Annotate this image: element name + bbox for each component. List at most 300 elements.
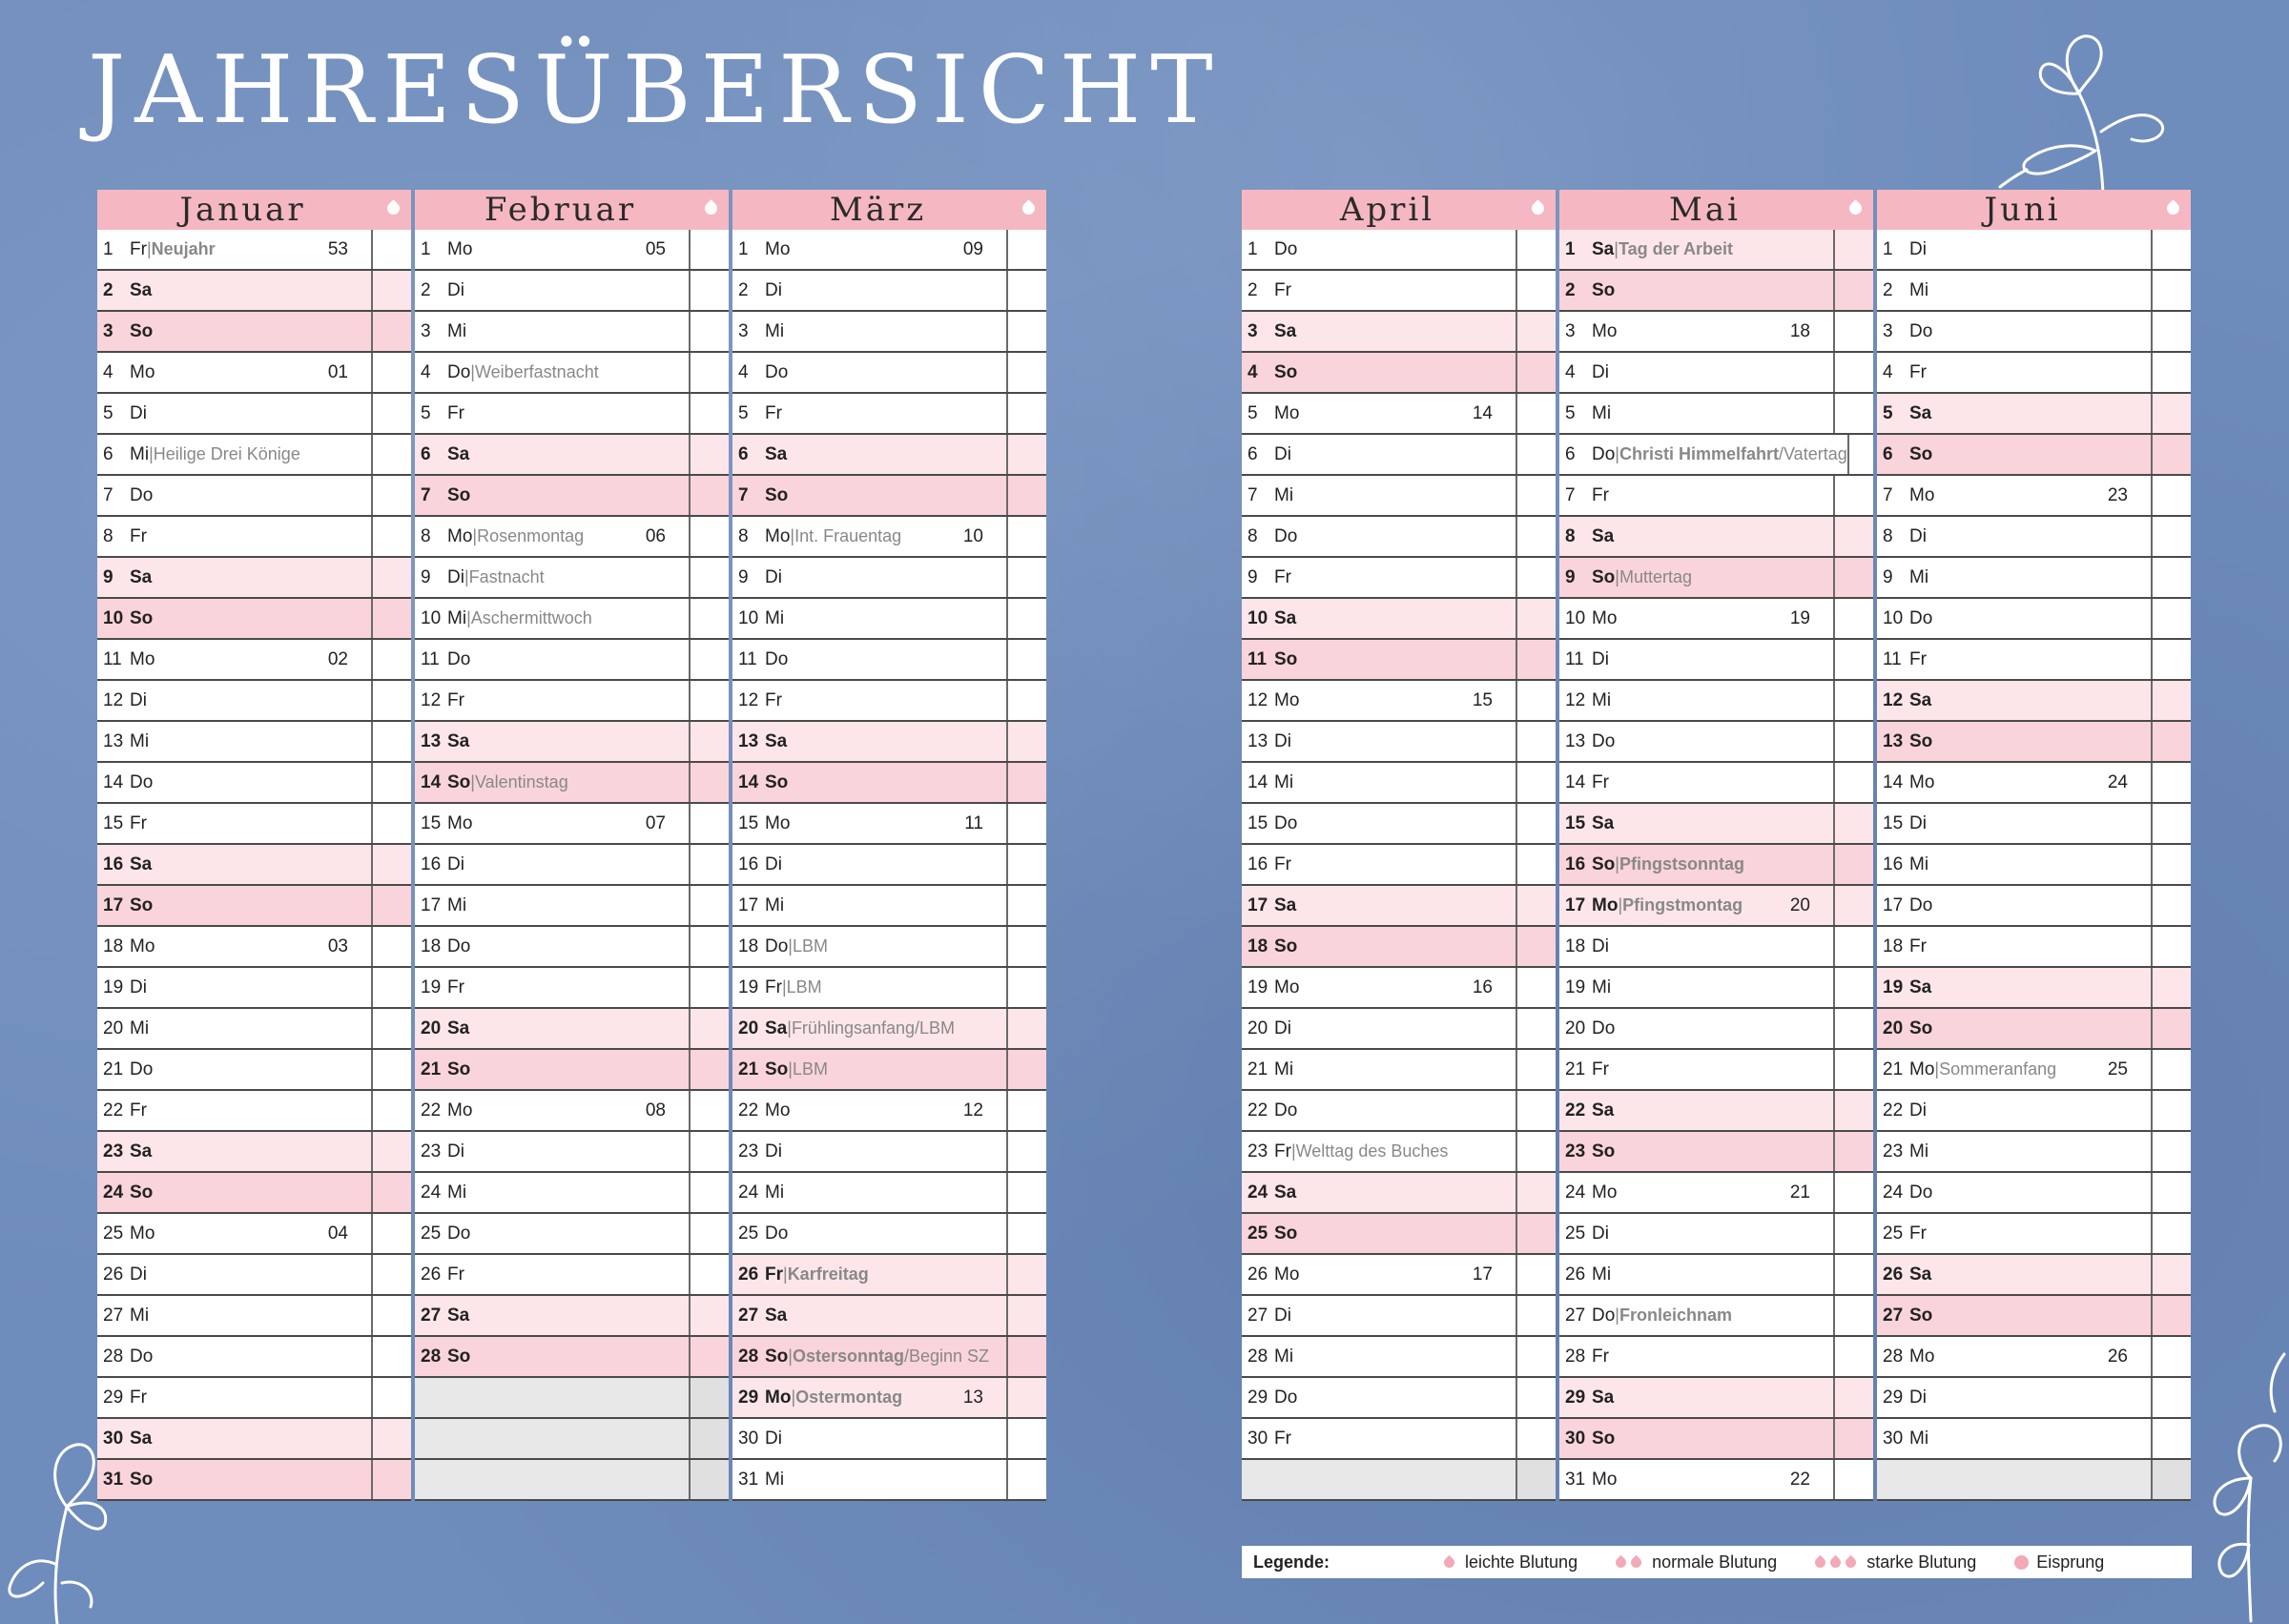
- day-row[interactable]: [97, 1419, 411, 1460]
- tracking-cell[interactable]: [689, 1460, 729, 1499]
- tracking-cell[interactable]: [1006, 763, 1046, 802]
- day-row[interactable]: [1559, 1132, 1873, 1173]
- tracking-cell[interactable]: [1006, 804, 1046, 843]
- day-row[interactable]: [732, 1378, 1046, 1419]
- day-row[interactable]: [97, 230, 411, 271]
- tracking-cell[interactable]: [371, 230, 411, 269]
- day-row[interactable]: [1559, 312, 1873, 353]
- tracking-cell[interactable]: [1833, 1419, 1873, 1458]
- tracking-cell[interactable]: [1006, 394, 1046, 433]
- day-row[interactable]: [97, 886, 411, 927]
- day-row[interactable]: [1877, 722, 2191, 763]
- day-row[interactable]: [1559, 517, 1873, 558]
- day-row[interactable]: [415, 1214, 729, 1255]
- day-row[interactable]: [1559, 845, 1873, 886]
- tracking-cell[interactable]: [1516, 1173, 1556, 1212]
- day-row[interactable]: [1877, 804, 2191, 845]
- tracking-cell[interactable]: [1006, 1378, 1046, 1417]
- day-row[interactable]: [732, 968, 1046, 1009]
- day-row[interactable]: [415, 271, 729, 312]
- tracking-cell[interactable]: [1006, 1337, 1046, 1376]
- tracking-cell[interactable]: [2151, 886, 2191, 925]
- day-row[interactable]: [732, 1255, 1046, 1296]
- tracking-cell[interactable]: [1833, 476, 1873, 515]
- day-row[interactable]: [1559, 476, 1873, 517]
- day-row[interactable]: [1559, 1378, 1873, 1419]
- tracking-cell[interactable]: [2151, 845, 2191, 884]
- tracking-cell[interactable]: [1006, 353, 1046, 392]
- tracking-cell[interactable]: [1833, 271, 1873, 310]
- day-row[interactable]: [415, 353, 729, 394]
- day-row[interactable]: [97, 1337, 411, 1378]
- tracking-cell[interactable]: [1006, 681, 1046, 720]
- day-row[interactable]: [97, 1132, 411, 1173]
- day-row[interactable]: [97, 1378, 411, 1419]
- day-row[interactable]: [1242, 394, 1556, 435]
- tracking-cell[interactable]: [371, 271, 411, 310]
- day-row[interactable]: [1877, 1378, 2191, 1419]
- tracking-cell[interactable]: [1516, 558, 1556, 597]
- tracking-cell[interactable]: [371, 1009, 411, 1048]
- day-row[interactable]: [1242, 230, 1556, 271]
- tracking-cell[interactable]: [689, 517, 729, 556]
- day-row[interactable]: [732, 1132, 1046, 1173]
- day-row[interactable]: [1242, 1214, 1556, 1255]
- tracking-cell[interactable]: [1006, 1050, 1046, 1089]
- day-row[interactable]: [97, 435, 411, 476]
- day-row[interactable]: [1877, 435, 2191, 476]
- tracking-cell[interactable]: [1006, 1009, 1046, 1048]
- tracking-cell[interactable]: [371, 1296, 411, 1335]
- tracking-cell[interactable]: [2151, 271, 2191, 310]
- tracking-cell[interactable]: [2151, 517, 2191, 556]
- tracking-cell[interactable]: [1006, 1132, 1046, 1171]
- tracking-cell[interactable]: [1006, 1460, 1046, 1499]
- tracking-cell[interactable]: [1516, 271, 1556, 310]
- day-row[interactable]: [97, 927, 411, 968]
- day-row[interactable]: [415, 1173, 729, 1214]
- tracking-cell[interactable]: [1516, 1337, 1556, 1376]
- day-row[interactable]: [1242, 1337, 1556, 1378]
- tracking-cell[interactable]: [1006, 435, 1046, 474]
- tracking-cell[interactable]: [371, 886, 411, 925]
- day-row[interactable]: [1242, 476, 1556, 517]
- tracking-cell[interactable]: [689, 1296, 729, 1335]
- day-row[interactable]: [1559, 1009, 1873, 1050]
- tracking-cell[interactable]: [1006, 1296, 1046, 1335]
- day-row[interactable]: [97, 1296, 411, 1337]
- tracking-cell[interactable]: [371, 1214, 411, 1253]
- tracking-cell[interactable]: [371, 1091, 411, 1130]
- tracking-cell[interactable]: [1006, 1091, 1046, 1130]
- day-row[interactable]: [1242, 1419, 1556, 1460]
- day-row[interactable]: [1877, 927, 2191, 968]
- day-row[interactable]: [1877, 886, 2191, 927]
- day-row[interactable]: [415, 1419, 729, 1460]
- day-row[interactable]: [415, 1255, 729, 1296]
- day-row[interactable]: [732, 599, 1046, 640]
- day-row[interactable]: [97, 1050, 411, 1091]
- tracking-cell[interactable]: [1833, 968, 1873, 1007]
- tracking-cell[interactable]: [2151, 353, 2191, 392]
- day-row[interactable]: [1242, 886, 1556, 927]
- day-row[interactable]: [97, 517, 411, 558]
- day-row[interactable]: [97, 1009, 411, 1050]
- day-row[interactable]: [415, 558, 729, 599]
- day-row[interactable]: [1559, 1214, 1873, 1255]
- day-row[interactable]: [1877, 640, 2191, 681]
- tracking-cell[interactable]: [371, 763, 411, 802]
- day-row[interactable]: [415, 1337, 729, 1378]
- tracking-cell[interactable]: [1516, 1460, 1556, 1499]
- day-row[interactable]: [97, 763, 411, 804]
- day-row[interactable]: [1877, 1091, 2191, 1132]
- day-row[interactable]: [1242, 1296, 1556, 1337]
- day-row[interactable]: [1877, 1419, 2191, 1460]
- day-row[interactable]: [1877, 681, 2191, 722]
- day-row[interactable]: [1242, 681, 1556, 722]
- day-row[interactable]: [1242, 435, 1556, 476]
- day-row[interactable]: [415, 845, 729, 886]
- tracking-cell[interactable]: [1516, 312, 1556, 351]
- day-row[interactable]: [1877, 1296, 2191, 1337]
- day-row[interactable]: [1242, 517, 1556, 558]
- day-row[interactable]: [1242, 1091, 1556, 1132]
- day-row[interactable]: [1877, 353, 2191, 394]
- tracking-cell[interactable]: [1516, 886, 1556, 925]
- tracking-cell[interactable]: [1516, 435, 1556, 474]
- day-row[interactable]: [732, 1419, 1046, 1460]
- day-row[interactable]: [1877, 968, 2191, 1009]
- tracking-cell[interactable]: [1833, 353, 1873, 392]
- tracking-cell[interactable]: [1833, 1337, 1873, 1376]
- day-row[interactable]: [415, 1009, 729, 1050]
- tracking-cell[interactable]: [1833, 1378, 1873, 1417]
- tracking-cell[interactable]: [2151, 476, 2191, 515]
- tracking-cell[interactable]: [1516, 353, 1556, 392]
- tracking-cell[interactable]: [1516, 640, 1556, 679]
- tracking-cell[interactable]: [1833, 640, 1873, 679]
- day-row[interactable]: [732, 558, 1046, 599]
- day-row[interactable]: [1559, 599, 1873, 640]
- day-row[interactable]: [732, 271, 1046, 312]
- day-row[interactable]: [97, 353, 411, 394]
- tracking-cell[interactable]: [2151, 1460, 2191, 1499]
- day-row[interactable]: [1242, 1173, 1556, 1214]
- day-row[interactable]: [1877, 271, 2191, 312]
- tracking-cell[interactable]: [1516, 681, 1556, 720]
- day-row[interactable]: [415, 927, 729, 968]
- tracking-cell[interactable]: [689, 476, 729, 515]
- tracking-cell[interactable]: [371, 1378, 411, 1417]
- day-row[interactable]: [732, 1337, 1046, 1378]
- tracking-cell[interactable]: [1006, 886, 1046, 925]
- day-row[interactable]: [1559, 681, 1873, 722]
- tracking-cell[interactable]: [689, 763, 729, 802]
- day-row[interactable]: [1242, 1050, 1556, 1091]
- tracking-cell[interactable]: [371, 722, 411, 761]
- day-row[interactable]: [1559, 927, 1873, 968]
- day-row[interactable]: [1242, 558, 1556, 599]
- day-row[interactable]: [1559, 1337, 1873, 1378]
- day-row[interactable]: [1242, 1255, 1556, 1296]
- day-row[interactable]: [1877, 1173, 2191, 1214]
- tracking-cell[interactable]: [689, 230, 729, 269]
- tracking-cell[interactable]: [1516, 763, 1556, 802]
- tracking-cell[interactable]: [371, 804, 411, 843]
- tracking-cell[interactable]: [1833, 1173, 1873, 1212]
- tracking-cell[interactable]: [1006, 230, 1046, 269]
- day-row[interactable]: [1559, 1296, 1873, 1337]
- day-row[interactable]: [1242, 1132, 1556, 1173]
- tracking-cell[interactable]: [1847, 435, 1873, 474]
- tracking-cell[interactable]: [1006, 517, 1046, 556]
- tracking-cell[interactable]: [1833, 312, 1873, 351]
- day-row[interactable]: [1242, 927, 1556, 968]
- tracking-cell[interactable]: [1833, 558, 1873, 597]
- day-row[interactable]: [97, 558, 411, 599]
- tracking-cell[interactable]: [1833, 517, 1873, 556]
- tracking-cell[interactable]: [1006, 1419, 1046, 1458]
- tracking-cell[interactable]: [689, 1173, 729, 1212]
- tracking-cell[interactable]: [1516, 517, 1556, 556]
- tracking-cell[interactable]: [2151, 1173, 2191, 1212]
- tracking-cell[interactable]: [1516, 1378, 1556, 1417]
- day-row[interactable]: [1559, 1419, 1873, 1460]
- tracking-cell[interactable]: [1006, 968, 1046, 1007]
- day-row[interactable]: [732, 1050, 1046, 1091]
- day-row[interactable]: [1559, 1050, 1873, 1091]
- day-row[interactable]: [732, 1173, 1046, 1214]
- day-row[interactable]: [732, 886, 1046, 927]
- tracking-cell[interactable]: [1516, 599, 1556, 638]
- day-row[interactable]: [1559, 886, 1873, 927]
- tracking-cell[interactable]: [371, 968, 411, 1007]
- day-row[interactable]: [1242, 763, 1556, 804]
- day-row[interactable]: [97, 599, 411, 640]
- tracking-cell[interactable]: [689, 558, 729, 597]
- day-row[interactable]: [415, 968, 729, 1009]
- tracking-cell[interactable]: [371, 1050, 411, 1089]
- tracking-cell[interactable]: [371, 1173, 411, 1212]
- tracking-cell[interactable]: [1833, 886, 1873, 925]
- day-row[interactable]: [1242, 353, 1556, 394]
- day-row[interactable]: [415, 230, 729, 271]
- tracking-cell[interactable]: [371, 1337, 411, 1376]
- day-row[interactable]: [1559, 968, 1873, 1009]
- tracking-cell[interactable]: [2151, 394, 2191, 433]
- tracking-cell[interactable]: [371, 435, 411, 474]
- tracking-cell[interactable]: [371, 1132, 411, 1171]
- day-row[interactable]: [732, 476, 1046, 517]
- day-row[interactable]: [1242, 845, 1556, 886]
- day-row[interactable]: [732, 394, 1046, 435]
- tracking-cell[interactable]: [1006, 1214, 1046, 1253]
- day-row[interactable]: [1877, 230, 2191, 271]
- day-row[interactable]: [415, 1091, 729, 1132]
- tracking-cell[interactable]: [2151, 722, 2191, 761]
- day-row[interactable]: [97, 394, 411, 435]
- tracking-cell[interactable]: [2151, 640, 2191, 679]
- tracking-cell[interactable]: [1516, 1091, 1556, 1130]
- day-row[interactable]: [415, 886, 729, 927]
- day-row[interactable]: [1559, 763, 1873, 804]
- day-row[interactable]: [1242, 271, 1556, 312]
- day-row[interactable]: [415, 1460, 729, 1501]
- tracking-cell[interactable]: [371, 1255, 411, 1294]
- tracking-cell[interactable]: [1833, 1050, 1873, 1089]
- tracking-cell[interactable]: [689, 681, 729, 720]
- day-row[interactable]: [1877, 558, 2191, 599]
- tracking-cell[interactable]: [371, 558, 411, 597]
- day-row[interactable]: [1242, 1378, 1556, 1419]
- tracking-cell[interactable]: [1833, 394, 1873, 433]
- tracking-cell[interactable]: [1516, 476, 1556, 515]
- day-row[interactable]: [1877, 312, 2191, 353]
- day-row[interactable]: [1242, 1460, 1556, 1501]
- tracking-cell[interactable]: [689, 1337, 729, 1376]
- tracking-cell[interactable]: [1833, 1214, 1873, 1253]
- day-row[interactable]: [732, 1009, 1046, 1050]
- day-row[interactable]: [97, 1173, 411, 1214]
- tracking-cell[interactable]: [1006, 640, 1046, 679]
- day-row[interactable]: [97, 1091, 411, 1132]
- day-row[interactable]: [97, 1214, 411, 1255]
- tracking-cell[interactable]: [689, 353, 729, 392]
- tracking-cell[interactable]: [689, 1009, 729, 1048]
- tracking-cell[interactable]: [371, 845, 411, 884]
- day-row[interactable]: [97, 1460, 411, 1501]
- tracking-cell[interactable]: [2151, 804, 2191, 843]
- tracking-cell[interactable]: [2151, 558, 2191, 597]
- day-row[interactable]: [415, 435, 729, 476]
- tracking-cell[interactable]: [1006, 845, 1046, 884]
- day-row[interactable]: [415, 1132, 729, 1173]
- tracking-cell[interactable]: [2151, 1132, 2191, 1171]
- day-row[interactable]: [415, 312, 729, 353]
- day-row[interactable]: [732, 804, 1046, 845]
- tracking-cell[interactable]: [2151, 1296, 2191, 1335]
- tracking-cell[interactable]: [1833, 599, 1873, 638]
- tracking-cell[interactable]: [1006, 1255, 1046, 1294]
- day-row[interactable]: [1559, 558, 1873, 599]
- tracking-cell[interactable]: [1516, 230, 1556, 269]
- tracking-cell[interactable]: [689, 435, 729, 474]
- day-row[interactable]: [732, 722, 1046, 763]
- day-row[interactable]: [1559, 353, 1873, 394]
- tracking-cell[interactable]: [689, 722, 729, 761]
- tracking-cell[interactable]: [1516, 394, 1556, 433]
- day-row[interactable]: [97, 640, 411, 681]
- tracking-cell[interactable]: [689, 1050, 729, 1089]
- day-row[interactable]: [415, 394, 729, 435]
- tracking-cell[interactable]: [689, 1132, 729, 1171]
- tracking-cell[interactable]: [1516, 1009, 1556, 1048]
- tracking-cell[interactable]: [1516, 845, 1556, 884]
- tracking-cell[interactable]: [1833, 1091, 1873, 1130]
- tracking-cell[interactable]: [1833, 1296, 1873, 1335]
- tracking-cell[interactable]: [1833, 1460, 1873, 1499]
- tracking-cell[interactable]: [1516, 1050, 1556, 1089]
- day-row[interactable]: [1242, 312, 1556, 353]
- tracking-cell[interactable]: [1006, 312, 1046, 351]
- tracking-cell[interactable]: [371, 517, 411, 556]
- day-row[interactable]: [415, 517, 729, 558]
- day-row[interactable]: [732, 230, 1046, 271]
- day-row[interactable]: [415, 681, 729, 722]
- day-row[interactable]: [97, 476, 411, 517]
- tracking-cell[interactable]: [2151, 763, 2191, 802]
- tracking-cell[interactable]: [371, 1460, 411, 1499]
- tracking-cell[interactable]: [689, 1091, 729, 1130]
- tracking-cell[interactable]: [1516, 927, 1556, 966]
- day-row[interactable]: [97, 804, 411, 845]
- tracking-cell[interactable]: [689, 640, 729, 679]
- day-row[interactable]: [1242, 804, 1556, 845]
- tracking-cell[interactable]: [371, 312, 411, 351]
- tracking-cell[interactable]: [1516, 722, 1556, 761]
- day-row[interactable]: [97, 968, 411, 1009]
- tracking-cell[interactable]: [1833, 1255, 1873, 1294]
- tracking-cell[interactable]: [1006, 927, 1046, 966]
- tracking-cell[interactable]: [689, 312, 729, 351]
- tracking-cell[interactable]: [1833, 722, 1873, 761]
- tracking-cell[interactable]: [371, 927, 411, 966]
- tracking-cell[interactable]: [371, 353, 411, 392]
- day-row[interactable]: [1877, 1009, 2191, 1050]
- tracking-cell[interactable]: [1833, 763, 1873, 802]
- tracking-cell[interactable]: [2151, 1378, 2191, 1417]
- day-row[interactable]: [1559, 435, 1873, 476]
- tracking-cell[interactable]: [689, 804, 729, 843]
- tracking-cell[interactable]: [689, 1214, 729, 1253]
- day-row[interactable]: [1877, 1460, 2191, 1501]
- tracking-cell[interactable]: [689, 1378, 729, 1417]
- tracking-cell[interactable]: [1516, 1255, 1556, 1294]
- tracking-cell[interactable]: [1516, 968, 1556, 1007]
- tracking-cell[interactable]: [1516, 1419, 1556, 1458]
- day-row[interactable]: [97, 1255, 411, 1296]
- day-row[interactable]: [732, 517, 1046, 558]
- tracking-cell[interactable]: [689, 968, 729, 1007]
- tracking-cell[interactable]: [689, 271, 729, 310]
- day-row[interactable]: [732, 681, 1046, 722]
- tracking-cell[interactable]: [1833, 845, 1873, 884]
- day-row[interactable]: [1242, 1009, 1556, 1050]
- day-row[interactable]: [415, 1378, 729, 1419]
- tracking-cell[interactable]: [371, 1419, 411, 1458]
- day-row[interactable]: [1559, 1173, 1873, 1214]
- day-row[interactable]: [1877, 394, 2191, 435]
- day-row[interactable]: [1559, 1091, 1873, 1132]
- day-row[interactable]: [1877, 1050, 2191, 1091]
- tracking-cell[interactable]: [1833, 230, 1873, 269]
- day-row[interactable]: [732, 1091, 1046, 1132]
- day-row[interactable]: [732, 640, 1046, 681]
- tracking-cell[interactable]: [689, 927, 729, 966]
- tracking-cell[interactable]: [371, 394, 411, 433]
- day-row[interactable]: [415, 599, 729, 640]
- tracking-cell[interactable]: [1833, 1009, 1873, 1048]
- tracking-cell[interactable]: [1006, 558, 1046, 597]
- tracking-cell[interactable]: [1833, 804, 1873, 843]
- day-row[interactable]: [1877, 1132, 2191, 1173]
- day-row[interactable]: [1877, 763, 2191, 804]
- tracking-cell[interactable]: [1833, 1132, 1873, 1171]
- day-row[interactable]: [732, 845, 1046, 886]
- day-row[interactable]: [1559, 394, 1873, 435]
- tracking-cell[interactable]: [1006, 271, 1046, 310]
